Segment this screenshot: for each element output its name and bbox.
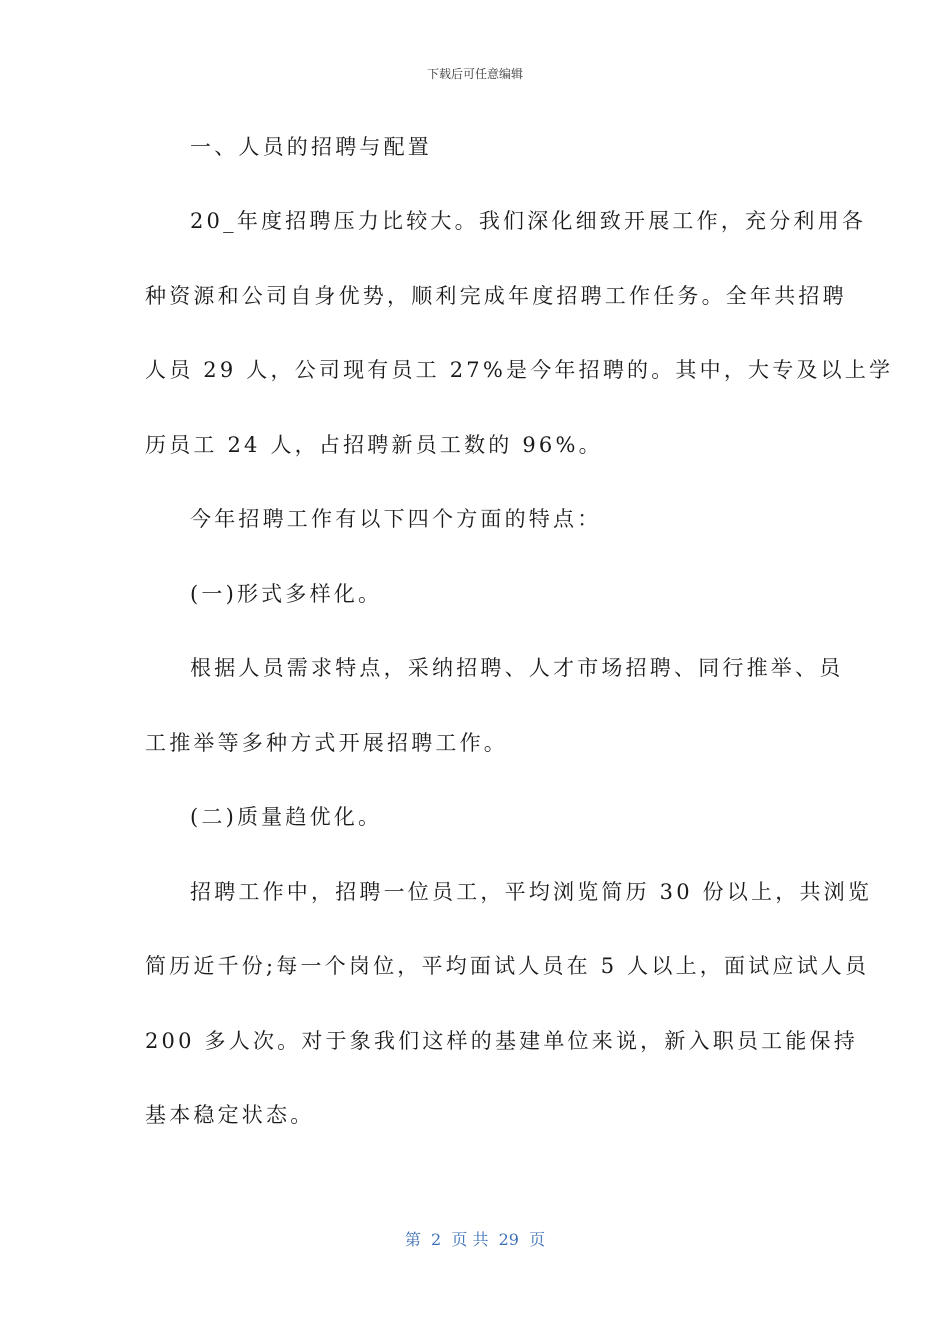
page-header: 下载后可任意编辑 (426, 67, 523, 81)
subheading: (一)形式多样化。 (190, 582, 383, 606)
paragraph-line: 20_年度招聘压力比较大。我们深化细致开展工作，充分利用各 (190, 209, 867, 233)
paragraph-line: 简历近千份;每一个岗位，平均面试人员在 5 人以上，面试应试人员 (145, 954, 870, 978)
paragraph-line: 种资源和公司自身优势，顺利完成年度招聘工作任务。全年共招聘 (145, 284, 847, 308)
page-footer: 第 2 页 共 29 页 (404, 1230, 546, 1249)
subheading: (二)质量趋优化。 (190, 805, 383, 829)
paragraph-line: 200 多人次。对于象我们这样的基建单位来说，新入职员工能保持 (145, 1029, 858, 1053)
section-heading: 一、人员的招聘与配置 (190, 135, 432, 159)
paragraph-line: 今年招聘工作有以下四个方面的特点： (190, 507, 602, 531)
paragraph-line: 招聘工作中，招聘一位员工，平均浏览简历 30 份以上，共浏览 (190, 880, 873, 904)
paragraph-line: 人员 29 人，公司现有员工 27%是今年招聘的。其中，大专及以上学 (145, 358, 894, 382)
paragraph-line: 基本稳定状态。 (145, 1103, 315, 1127)
paragraph-line: 根据人员需求特点，采纳招聘、人才市场招聘、同行推举、员 (190, 656, 844, 680)
paragraph-line: 工推举等多种方式开展招聘工作。 (145, 731, 508, 755)
paragraph-line: 历员工 24 人，占招聘新员工数的 96%。 (145, 433, 603, 457)
